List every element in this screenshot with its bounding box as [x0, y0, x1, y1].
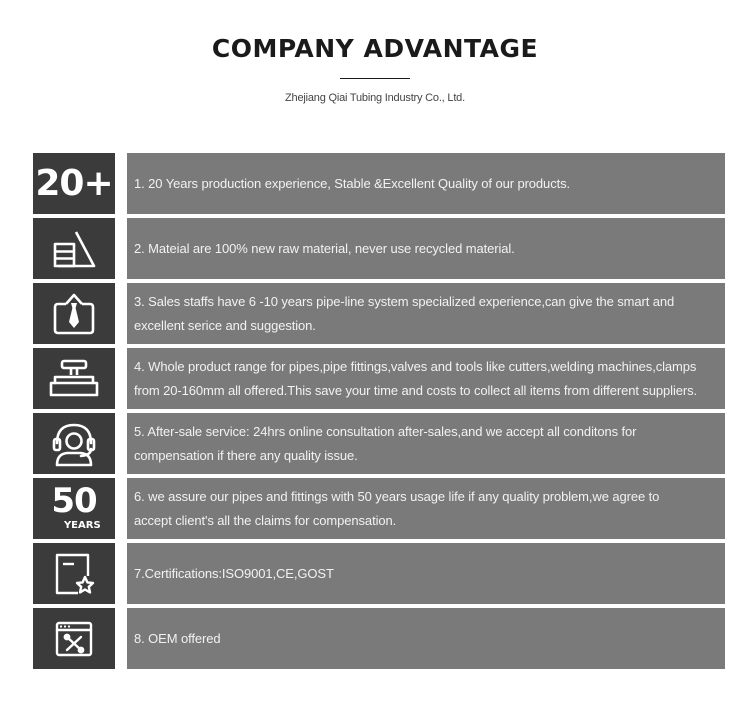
advantage-icon-box [33, 608, 115, 669]
advantage-icon-box [33, 283, 115, 344]
advantage-row-4 [33, 348, 725, 409]
advantage-text-box [127, 478, 725, 539]
advantage-text: 5. After-sale service: 24hrs online consultation after-sales,and we accept all conditons for compensation if there any quality issue. [134, 423, 637, 463]
50-years-number: 50 [51, 481, 97, 521]
advantage-text-box [127, 153, 725, 214]
materials-icon [50, 227, 98, 271]
20-plus-badge: 20+ [35, 163, 113, 204]
advantage-text-box [127, 348, 725, 409]
advantage-text: 6. we assure our pipes and fittings with 50 years usage life if any quality problem,we agree to accept client's all the claims for compensation. [134, 488, 660, 528]
headset-support-icon [49, 419, 99, 469]
advantage-text-box [127, 608, 725, 669]
valve-icon [46, 357, 102, 401]
advantage-text: 2. Mateial are 100% new raw material, never use recycled material. [134, 240, 515, 256]
advantage-icon-box [33, 218, 115, 279]
advantage-icon-box [33, 478, 115, 539]
advantage-row-6 [33, 478, 725, 539]
advantage-text: 8. OEM offered [134, 630, 221, 646]
oem-window-icon [52, 617, 96, 661]
advantage-icon-box [33, 413, 115, 474]
advantage-row-8 [33, 608, 725, 669]
50-years-label: YEARS [63, 520, 101, 531]
50-years-badge [51, 481, 101, 531]
advantage-text-box [127, 283, 725, 344]
advantage-text: 3. Sales staffs have 6 -10 years pipe-line system specialized experience,can give the smart and excellent serice and suggestion. [134, 293, 675, 333]
advantage-icon-box [33, 543, 115, 604]
advantage-text: 4. Whole product range for pipes,pipe fittings,valves and tools like cutters,welding machines,clamps from 20-160mm all offered.This save your time and costs to collect all items from different suppliers. [134, 358, 698, 398]
advantage-text: 1. 20 Years production experience, Stable &Excellent Quality of our products. [134, 175, 571, 191]
advantage-row-2 [33, 218, 725, 279]
advantage-row-7 [33, 543, 725, 604]
staff-tie-icon [51, 291, 97, 337]
advantage-row-5 [33, 413, 725, 474]
advantage-text: 7.Certifications:ISO9001,CE,GOST [134, 565, 334, 581]
advantage-icon-box [33, 348, 115, 409]
page-title: COMPANY ADVANTAGE [211, 34, 539, 63]
advantage-text-box [127, 218, 725, 279]
company-name: Zhejiang Qiai Tubing Industry Co., Ltd. [285, 92, 465, 104]
advantage-text-box [127, 543, 725, 604]
advantage-row-3 [33, 283, 725, 344]
title-divider [340, 78, 410, 79]
advantage-icon-box [33, 153, 115, 214]
advantage-list [33, 153, 725, 673]
certificate-icon [52, 550, 96, 598]
advantage-text-box [127, 413, 725, 474]
advantage-row-1 [33, 153, 725, 214]
